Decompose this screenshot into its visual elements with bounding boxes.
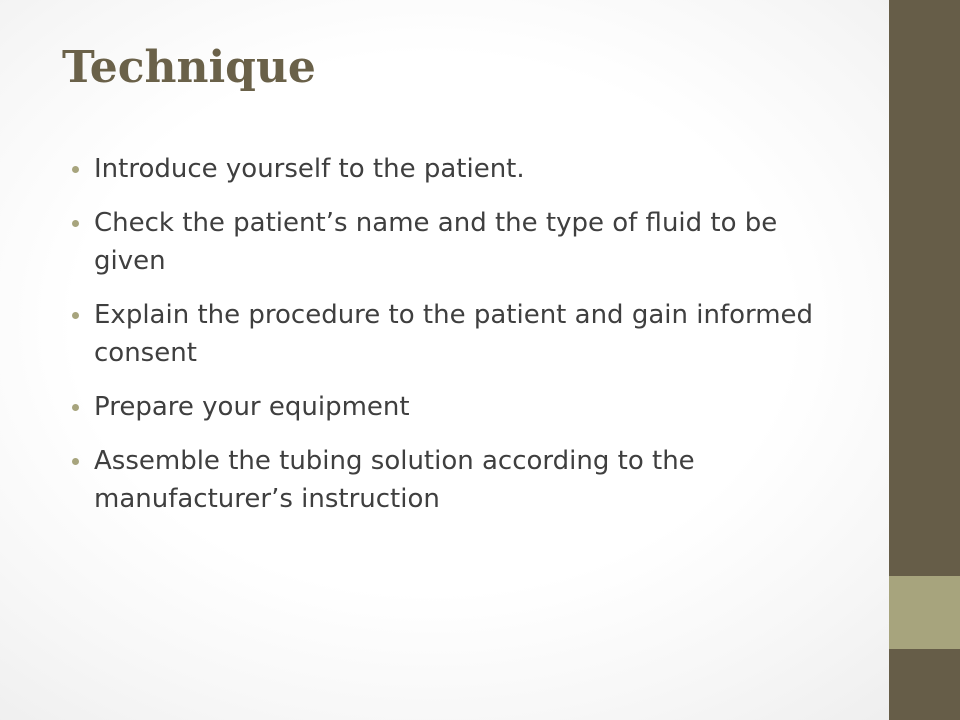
slide-title: Technique — [62, 42, 316, 93]
bullet-item — [72, 442, 852, 518]
bullet-item — [72, 204, 852, 280]
bullet-text: Check the patient’s name and the type of fluid to be given — [94, 208, 778, 276]
bullet-text: Explain the procedure to the patient and gain informed consent — [94, 300, 814, 368]
bullet-list — [72, 150, 852, 534]
bullet-icon — [72, 458, 79, 465]
bullet-icon — [72, 312, 79, 319]
bullet-text: Assemble the tubing solution according to the manufacturer’s instruction — [94, 446, 695, 514]
bullet-item — [72, 296, 852, 372]
bullet-icon — [72, 220, 79, 227]
bullet-item — [72, 150, 852, 188]
bullet-item — [72, 388, 852, 426]
side-band-accent — [889, 576, 960, 649]
bullet-text: Introduce yourself to the patient. — [94, 154, 525, 184]
bullet-icon — [72, 404, 79, 411]
bullet-text: Prepare your equipment — [94, 392, 410, 422]
bullet-icon — [72, 166, 79, 173]
